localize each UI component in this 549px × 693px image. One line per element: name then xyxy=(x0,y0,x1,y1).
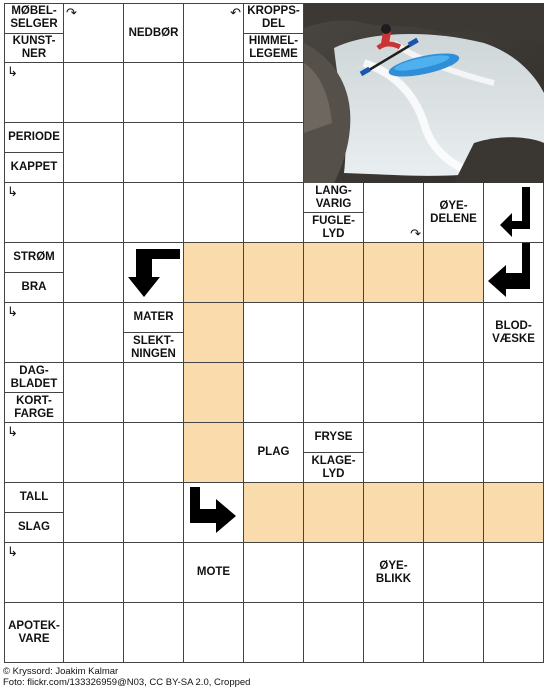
clue-text: APOTEK- VARE xyxy=(8,619,60,645)
answer-cell[interactable] xyxy=(64,423,124,483)
hook-arrow-icon: ↳ xyxy=(7,424,18,439)
answer-cell[interactable] xyxy=(484,183,544,243)
answer-cell[interactable] xyxy=(304,243,364,303)
answer-cell[interactable] xyxy=(484,603,544,663)
clue-cell xyxy=(4,483,64,543)
answer-cell[interactable] xyxy=(124,483,184,543)
clue-cell xyxy=(184,543,244,603)
hook-arrow-icon: ↷ xyxy=(410,226,421,241)
answer-cell[interactable] xyxy=(124,123,184,183)
clue-text: MATER xyxy=(133,311,174,323)
answer-cell[interactable] xyxy=(244,543,304,603)
answer-cell[interactable] xyxy=(304,303,364,363)
clue-text: BLOD- VÆSKE xyxy=(492,319,535,345)
answer-cell[interactable] xyxy=(424,243,484,303)
clue-text: HIMMEL- LEGEME xyxy=(244,33,303,63)
answer-cell[interactable] xyxy=(64,123,124,183)
answer-cell[interactable] xyxy=(484,243,544,303)
answer-cell[interactable] xyxy=(364,363,424,423)
answer-cell[interactable] xyxy=(364,243,424,303)
answer-cell[interactable] xyxy=(304,543,364,603)
clue-cell xyxy=(4,123,64,183)
clue-text: TALL xyxy=(19,491,49,503)
clue-text: LANG- VARIG xyxy=(315,184,352,210)
answer-cell[interactable] xyxy=(64,183,124,243)
answer-cell[interactable] xyxy=(364,183,424,243)
hook-arrow-icon: ↳ xyxy=(7,184,18,199)
answer-cell[interactable] xyxy=(64,3,124,63)
clue-text: ØYE- DELENE xyxy=(430,199,477,225)
photo-illustration xyxy=(304,3,544,183)
answer-cell[interactable] xyxy=(424,603,484,663)
clue-text: MOTE xyxy=(196,566,231,578)
answer-cell[interactable] xyxy=(124,243,184,303)
answer-cell[interactable] xyxy=(184,123,244,183)
hook-arrow-icon: ↳ xyxy=(7,304,18,319)
clue-cell xyxy=(304,183,364,243)
clue-cell xyxy=(4,363,64,423)
clue-cell xyxy=(304,423,364,483)
answer-cell[interactable] xyxy=(364,303,424,363)
clue-cell xyxy=(364,543,424,603)
clue-text: ØYE- BLIKK xyxy=(375,559,412,585)
answer-cell[interactable] xyxy=(184,303,244,363)
clue-cell xyxy=(244,3,304,63)
answer-cell[interactable] xyxy=(304,603,364,663)
answer-cell[interactable] xyxy=(124,183,184,243)
answer-cell[interactable] xyxy=(244,303,304,363)
clue-text: KUNST- NER xyxy=(5,33,63,63)
answer-cell[interactable] xyxy=(424,483,484,543)
answer-cell[interactable] xyxy=(124,423,184,483)
answer-cell[interactable] xyxy=(4,423,64,483)
answer-cell[interactable] xyxy=(244,483,304,543)
bent-arrow-down-left-icon xyxy=(124,243,182,301)
credits-line: Foto: flickr.com/133326959@N03, CC BY-SA 2.0, Cropped xyxy=(3,677,251,688)
answer-cell[interactable] xyxy=(184,363,244,423)
kayaker-waterfall-photo xyxy=(304,3,544,183)
credits xyxy=(3,666,250,688)
clue-text: KROPPS- DEL xyxy=(247,5,300,31)
answer-cell[interactable] xyxy=(244,243,304,303)
answer-cell[interactable] xyxy=(244,63,304,123)
answer-cell[interactable] xyxy=(424,363,484,423)
clue-text: SLEKT- NINGEN xyxy=(124,332,183,362)
answer-cell[interactable] xyxy=(64,543,124,603)
answer-cell[interactable] xyxy=(124,63,184,123)
clue-text: FRYSE xyxy=(314,431,353,443)
answer-cell[interactable] xyxy=(64,63,124,123)
hook-arrow-icon: ↶ xyxy=(230,5,241,20)
clue-cell xyxy=(4,603,64,663)
answer-cell[interactable] xyxy=(424,423,484,483)
answer-cell[interactable] xyxy=(4,183,64,243)
clue-text: KLAGE- LYD xyxy=(304,452,363,482)
clue-text: BRA xyxy=(5,272,63,302)
answer-cell[interactable] xyxy=(64,483,124,543)
answer-cell[interactable] xyxy=(64,243,124,303)
clue-text: STRØM xyxy=(13,251,55,263)
answer-cell[interactable] xyxy=(424,543,484,603)
answer-cell[interactable] xyxy=(124,543,184,603)
clue-cell xyxy=(4,3,64,63)
bent-arrow-down-left-icon xyxy=(484,243,542,301)
clue-cell xyxy=(124,303,184,363)
hook-arrow-icon: ↳ xyxy=(7,544,18,559)
answer-cell[interactable] xyxy=(364,603,424,663)
clue-text: DAG- BLADET xyxy=(10,364,58,390)
answer-cell[interactable] xyxy=(184,423,244,483)
answer-cell[interactable] xyxy=(484,423,544,483)
clue-text: FUGLE- LYD xyxy=(304,212,363,242)
answer-cell[interactable] xyxy=(124,603,184,663)
answer-cell[interactable] xyxy=(244,603,304,663)
answer-cell[interactable] xyxy=(184,3,244,63)
clue-text: PERIODE xyxy=(8,131,60,143)
answer-cell[interactable] xyxy=(364,423,424,483)
answer-cell[interactable] xyxy=(244,123,304,183)
answer-cell[interactable] xyxy=(364,483,424,543)
clue-cell xyxy=(124,3,184,63)
answer-cell[interactable] xyxy=(244,183,304,243)
answer-cell[interactable] xyxy=(484,543,544,603)
answer-cell[interactable] xyxy=(244,363,304,423)
clue-text: KAPPET xyxy=(5,152,63,182)
answer-cell[interactable] xyxy=(184,243,244,303)
answer-cell[interactable] xyxy=(64,363,124,423)
answer-cell[interactable] xyxy=(184,483,244,543)
answer-cell[interactable] xyxy=(124,363,184,423)
clue-text: PLAG xyxy=(257,446,290,458)
answer-cell[interactable] xyxy=(484,363,544,423)
answer-cell[interactable] xyxy=(304,483,364,543)
answer-cell[interactable] xyxy=(4,63,64,123)
answer-cell[interactable] xyxy=(424,303,484,363)
bent-arrow-down-left-icon xyxy=(484,183,542,241)
bent-arrow-right-down-icon xyxy=(184,483,242,541)
hook-arrow-icon: ↷ xyxy=(66,5,77,20)
clue-text: NEDBØR xyxy=(128,26,179,39)
clue-text: MØBEL- SELGER xyxy=(10,5,58,31)
answer-cell[interactable] xyxy=(184,63,244,123)
answer-cell[interactable] xyxy=(304,363,364,423)
answer-cell[interactable] xyxy=(184,603,244,663)
clue-text: KORT- FARGE xyxy=(5,392,63,422)
clue-text: SLAG xyxy=(5,512,63,542)
clue-cell xyxy=(424,183,484,243)
clue-cell xyxy=(4,243,64,303)
clue-cell xyxy=(244,423,304,483)
answer-cell[interactable] xyxy=(184,183,244,243)
answer-cell[interactable] xyxy=(64,303,124,363)
credits-line: © Kryssord: Joakim Kalmar xyxy=(3,666,119,677)
answer-cell[interactable] xyxy=(64,603,124,663)
answer-cell[interactable] xyxy=(4,543,64,603)
clue-cell xyxy=(484,303,544,363)
hook-arrow-icon: ↳ xyxy=(7,64,18,79)
answer-cell[interactable] xyxy=(484,483,544,543)
answer-cell[interactable] xyxy=(4,303,64,363)
